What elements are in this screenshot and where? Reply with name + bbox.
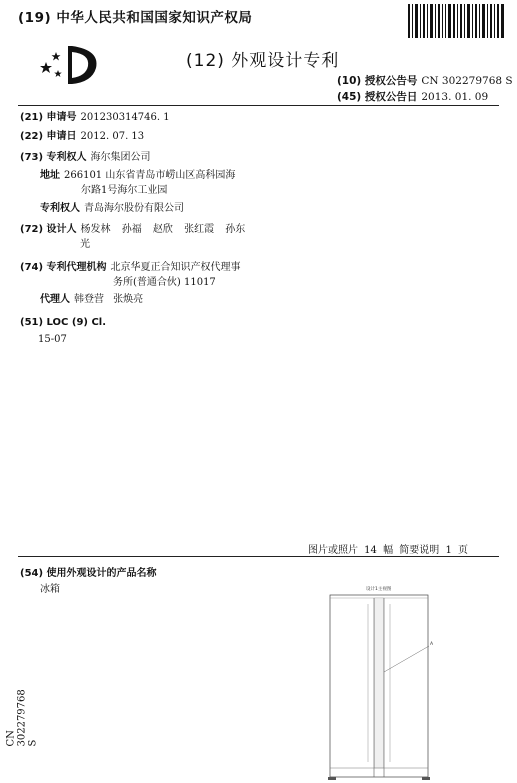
refrigerator-drawing bbox=[326, 582, 436, 782]
patentee: 海尔集团公司 bbox=[90, 152, 151, 163]
page-summary: 图片或照片 14 幅 简要说明 1 页 bbox=[308, 545, 468, 556]
loc-label bbox=[20, 317, 106, 330]
publication-number-row bbox=[337, 73, 513, 88]
designers-label: (72) 设计人 bbox=[20, 224, 77, 235]
loc-label-text: (51) LOC (9) Cl. bbox=[20, 317, 107, 328]
designers-line-1: 杨发林 孙福 赵欣 张红霞 孙东 bbox=[80, 224, 246, 235]
patentee-row bbox=[20, 152, 151, 165]
patentee2-row bbox=[40, 203, 184, 216]
address-label: 地址 bbox=[40, 170, 60, 181]
side-publication-number: CN 302279768 S bbox=[5, 689, 39, 747]
publication-number-label: (10) 授权公告号 bbox=[337, 75, 418, 87]
agent-label: 代理人 bbox=[40, 294, 70, 305]
barcode-image bbox=[408, 4, 504, 38]
office-header: (19) 中华人民共和国国家知识产权局 bbox=[18, 10, 253, 26]
agent: 韩登营 张焕亮 bbox=[74, 294, 144, 305]
header-divider bbox=[18, 105, 499, 106]
agency-line-1: 北京华夏正合知识产权代理事 bbox=[110, 262, 241, 273]
document-type-title: (12) 外观设计专利 bbox=[186, 51, 340, 71]
footer-divider bbox=[18, 556, 499, 557]
loc-class: 15-07 bbox=[38, 334, 67, 345]
application-date: 2012. 07. 13 bbox=[80, 131, 145, 142]
agency-row bbox=[20, 262, 241, 275]
publication-date-label: (45) 授权公告日 bbox=[337, 91, 418, 103]
address-line-2: 尔路1号海尔工业园 bbox=[81, 185, 168, 196]
agency-line-2: 务所(普通合伙) 11017 bbox=[113, 277, 216, 288]
application-number-row bbox=[20, 112, 170, 125]
publication-number: CN 302279768 S bbox=[421, 75, 513, 87]
product-name: 冰箱 bbox=[40, 584, 60, 595]
patentee-label: (73) 专利权人 bbox=[20, 152, 87, 163]
address-line-1: 266101 山东省青岛市崂山区高科园海 bbox=[64, 170, 236, 181]
application-number-label: (21) 申请号 bbox=[20, 112, 77, 123]
drawing-callout-label: A bbox=[430, 642, 434, 647]
publication-date-row bbox=[337, 89, 488, 104]
patentee2: 青岛海尔股份有限公司 bbox=[84, 203, 184, 214]
product-name-label: (54) 使用外观设计的产品名称 bbox=[20, 568, 157, 579]
application-date-row bbox=[20, 131, 144, 144]
patentee2-label: 专利权人 bbox=[40, 203, 80, 214]
application-date-label: (22) 申请日 bbox=[20, 131, 77, 142]
address-row bbox=[40, 170, 235, 183]
agency-label: (74) 专利代理机构 bbox=[20, 262, 107, 273]
agent-row bbox=[40, 294, 143, 307]
sipo-logo-icon bbox=[34, 42, 104, 88]
designers-row bbox=[20, 224, 245, 237]
designers-line-2: 光 bbox=[80, 239, 90, 250]
drawing-view-label: 设计1主视图 bbox=[366, 587, 392, 592]
publication-date: 2013. 01. 09 bbox=[421, 91, 489, 103]
application-number: 201230314746. 1 bbox=[80, 112, 170, 123]
